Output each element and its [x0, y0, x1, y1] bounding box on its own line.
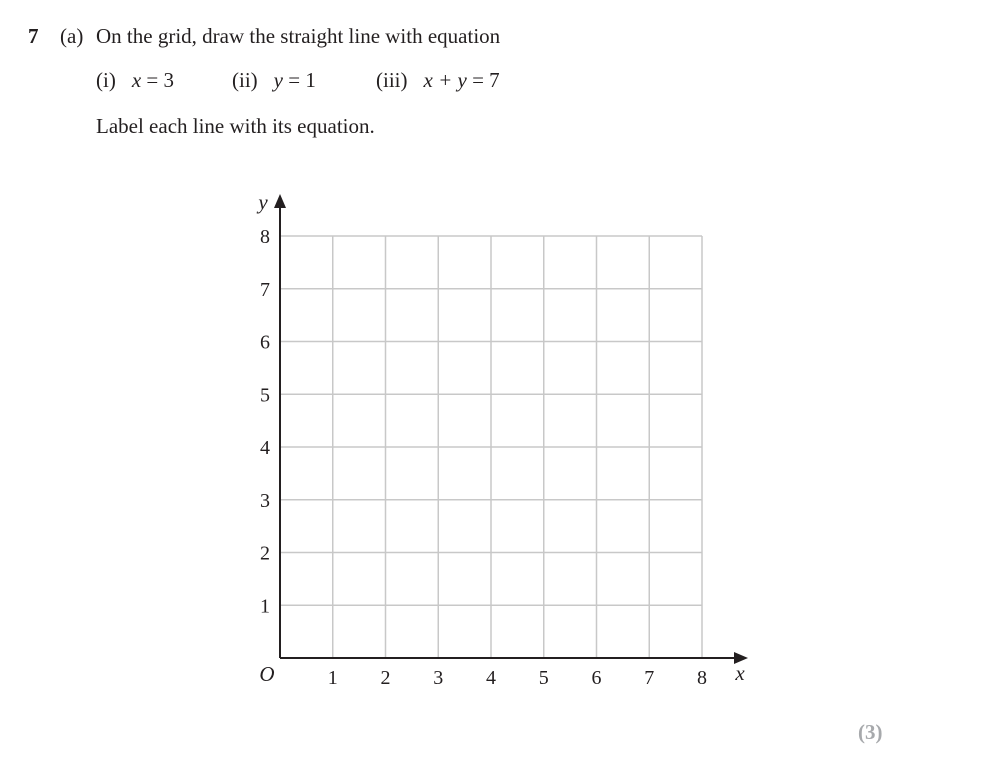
- subpart-ii-lhs: y: [273, 68, 283, 92]
- y-tick-label: 8: [260, 226, 270, 248]
- origin-label: O: [259, 662, 275, 686]
- tick-labels: [256, 190, 745, 689]
- y-tick-label: 5: [260, 384, 270, 407]
- subpart-iii-number: (iii): [376, 68, 408, 92]
- subpart-i-rhs: = 3: [146, 68, 174, 92]
- subpart-iii-rhs: = 7: [472, 68, 500, 92]
- x-tick-label: 1: [327, 667, 338, 689]
- y-axis-arrow-icon: [274, 194, 286, 208]
- y-tick-label: 6: [260, 331, 270, 354]
- y-tick-label: 4: [260, 437, 270, 459]
- grid-lines: [280, 236, 702, 658]
- x-tick-label: 5: [538, 667, 549, 689]
- x-tick-label: 6: [591, 667, 602, 689]
- x-tick-label: 7: [644, 667, 655, 689]
- x-tick-label: 4: [486, 667, 496, 689]
- y-tick-label: 1: [260, 595, 270, 618]
- question-stem: On the grid, draw the straight line with equation: [96, 24, 501, 48]
- subpart-ii-number: (ii): [232, 68, 258, 92]
- x-axis-label: x: [735, 661, 745, 685]
- x-tick-label: 2: [380, 667, 391, 689]
- question-part: (a): [60, 24, 84, 48]
- y-axis-label: y: [258, 190, 268, 214]
- subpart-i-lhs: x: [131, 68, 142, 92]
- subpart-i-number: (i): [96, 68, 116, 92]
- axes: [274, 194, 748, 664]
- x-tick-label: 3: [433, 667, 444, 689]
- question-number: 7: [28, 24, 39, 48]
- subpart-iii-lhs: x + y: [423, 68, 467, 92]
- y-tick-label: 2: [260, 542, 270, 565]
- y-tick-label: 7: [260, 278, 270, 301]
- marks-label: (3): [858, 720, 883, 744]
- x-tick-label: 8: [697, 667, 707, 689]
- y-tick-label: 3: [260, 489, 270, 512]
- instruction-text: Label each line with its equation.: [96, 114, 375, 138]
- subpart-ii-rhs: = 1: [288, 68, 316, 92]
